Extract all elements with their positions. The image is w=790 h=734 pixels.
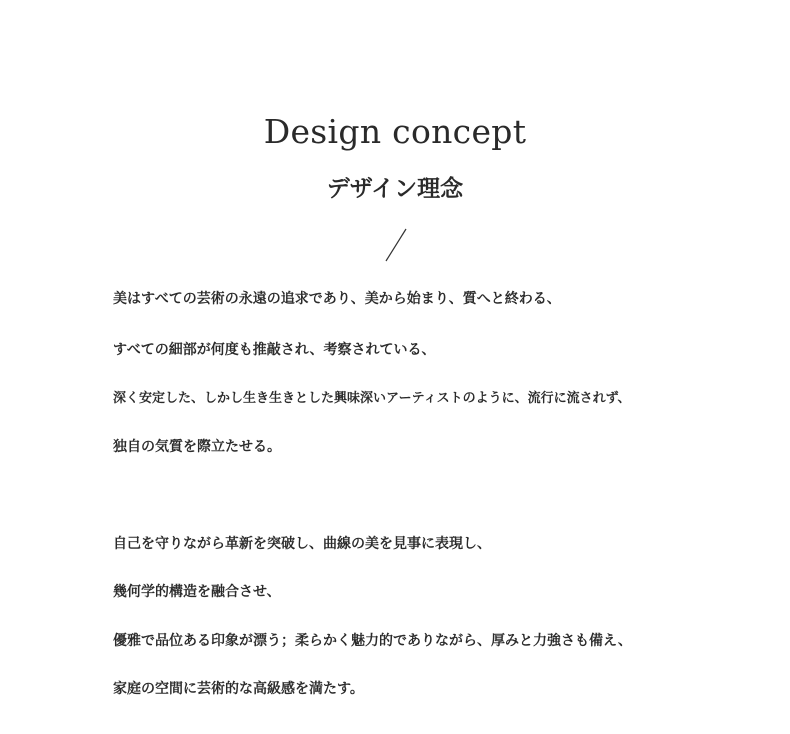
- paragraph2-line2: 幾何学的構造を融合させ、: [113, 584, 281, 600]
- paragraph1-line1: 美はすべての芸術の永遠の追求であり、美から始まり、質へと終わる、: [113, 291, 561, 307]
- paragraph1-line2: すべての細部が何度も推敲され、考察されている、: [113, 342, 436, 358]
- paragraph1-line4: 独自の気質を際立たせる。: [113, 439, 281, 455]
- page-title-japanese: デザイン理念: [326, 176, 464, 202]
- paragraph2-line4: 家庭の空間に芸術的な高級感を満たす。: [113, 681, 364, 697]
- page-title-english: Design concept: [263, 112, 527, 151]
- paragraph1-line3: 深く安定した、しかし生き生きとした興味深いアーティストのように、流行に流されず、: [113, 391, 631, 406]
- paragraph2-line3: 優雅で品位ある印象が漂う；柔らかく魅力的でありながら、厚みと力強さも備え、: [113, 633, 632, 649]
- slash-divider: [383, 227, 409, 263]
- paragraph2-line1: 自己を守りながら革新を突破し、曲線の美を見事に表現し、: [113, 536, 491, 552]
